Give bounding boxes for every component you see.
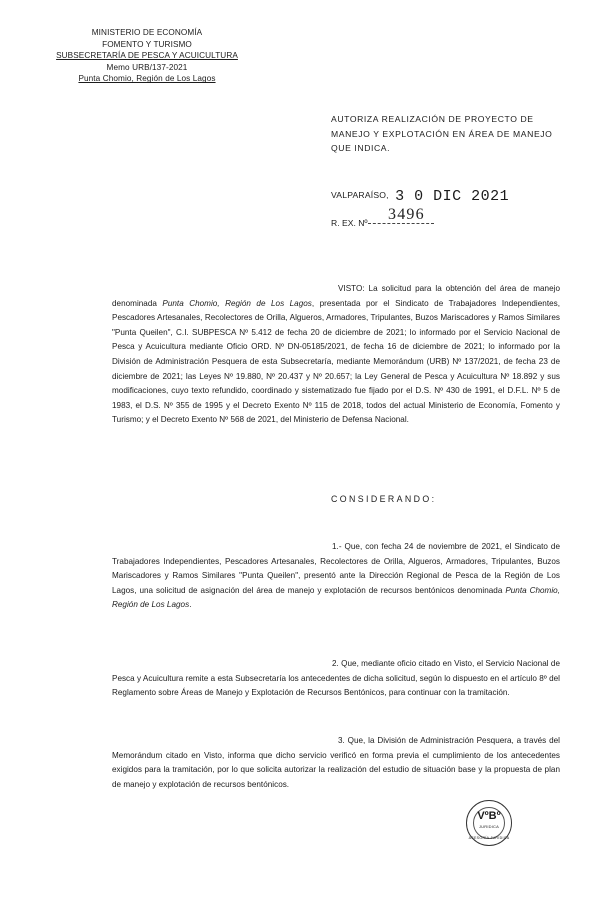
date-stamp: 3 0 DIC 2021 <box>395 188 510 205</box>
considerando-1-area-name: Punta Chomio, Región de Los Lagos <box>112 585 560 610</box>
considerando-2: 2. Que, mediante oficio citado en Visto, el Servicio Nacional de Pesca y Acuicultura remite a esta Subsecretaría los antecedentes de dicha solicitud, según lo dispuesto en el artículo 8º del Reglamento sobre Áreas de Manejo y Explotación de Recursos Bentónicos, para continuar con la tramitación. <box>112 659 560 698</box>
resolution-number <box>331 206 434 228</box>
considerando-heading: CONSIDERANDO: <box>331 494 437 504</box>
considerando-3: 3. Que, la División de Administración Pesquera, a través del Memorándum citado en Visto, informa que dicho servicio verificó en forma previa el cumplimiento de los antecedentes exigidos para la tramitación, por lo que solicita autorizar la realización del estudio de situación base y la propuesta de plan de manejo y explotación de recursos bentónicos. <box>112 736 560 789</box>
stamp-ring-text: ASESORÍA JURÍDICA <box>468 836 510 840</box>
place-name: VALPARAÍSO, <box>331 190 389 200</box>
rex-number: 3496 <box>388 206 425 223</box>
visto-area-name: Punta Chomio, Región de Los Lagos <box>162 298 312 308</box>
location-reference: Punta Chomio, Región de Los Lagos <box>78 74 216 84</box>
place-and-date <box>331 186 509 203</box>
visto-label: VISTO: <box>338 284 365 293</box>
visto-text-b: , presentada por el Sindicato de Trabajadores Independientes, Pescadores Artesanales, Recolectores de Orilla, Algueros, Armadores, Tripulantes, Buzos Mariscadores y Ramos Similares "Punta Queilen", C.I. SUBPESCA Nº 5.412 de fecha 20 de diciembre de 2021; lo informado por el Servicio Nacional de Pesca y Acuicultura mediante Oficio ORD. Nº DN-05185/2021, de fecha 16 de diciembre de 2021; lo informado por la División de Administración Pesquera de esta Subsecretaría, mediante Memorándum (URB) Nº 137/2021, de fecha 23 de diciembre de 2021; las Leyes Nº 19.880, Nº 20.437 y Nº 20.657; la Ley General de Pesca y Acuicultura Nº 18.892 y sus modificaciones, cuyo texto refundido, coordinado y sistematizado fue fijado por el D.S. Nº 430 de 1991, el D.F.L. Nº 5 de 1983, el D.S. Nº 355 de 1995 y el Decreto Exento Nº 115 de 2018, todos del actual Ministerio de Economía, Fomento y Turismo; y el Decreto Exento Nº 568 de 2021, del Ministerio de Defensa Nacional. <box>112 298 560 425</box>
visto-text-a: La solicitud para la obtención del área de manejo denominada <box>112 284 560 308</box>
stamp-caption: JURIDICA <box>478 824 500 829</box>
stamp-mark: VºBº <box>477 810 501 822</box>
letterhead <box>52 27 242 85</box>
considerando-1-text-b: . <box>189 600 192 610</box>
resolution-subject: AUTORIZA REALIZACIÓN DE PROYECTO DE MANEJO Y EXPLOTACIÓN EN ÁREA DE MANEJO QUE INDICA. <box>331 114 553 153</box>
considerando-1-text-a: 1.- Que, con fecha 24 de noviembre de 2021, el Sindicato de Trabajadores Independientes, Pescadores Artesanales, Recolectores de Orilla, Algueros, Armadores, Tripulantes, Buzos Mariscadores y Ramos Similares "Punta Queilen", presentó ante la Dirección Regional de Pesca de la Región de Los Lagos, una solicitud de asignación del área de manejo y explotación de recursos bentónicos denominada <box>112 542 560 595</box>
approval-stamp <box>466 800 512 846</box>
ministry-area: FOMENTO Y TURISMO <box>102 39 192 49</box>
ministry-name: MINISTERIO DE ECONOMÍA <box>91 28 203 37</box>
memo-reference: Memo URB/137-2021 <box>106 62 188 72</box>
considerando-1 <box>112 540 560 613</box>
visto-paragraph <box>112 282 560 428</box>
rex-label: R. EX. Nº <box>331 218 368 228</box>
undersecretariat-name: SUBSECRETARÍA DE PESCA Y ACUICULTURA <box>56 51 238 61</box>
